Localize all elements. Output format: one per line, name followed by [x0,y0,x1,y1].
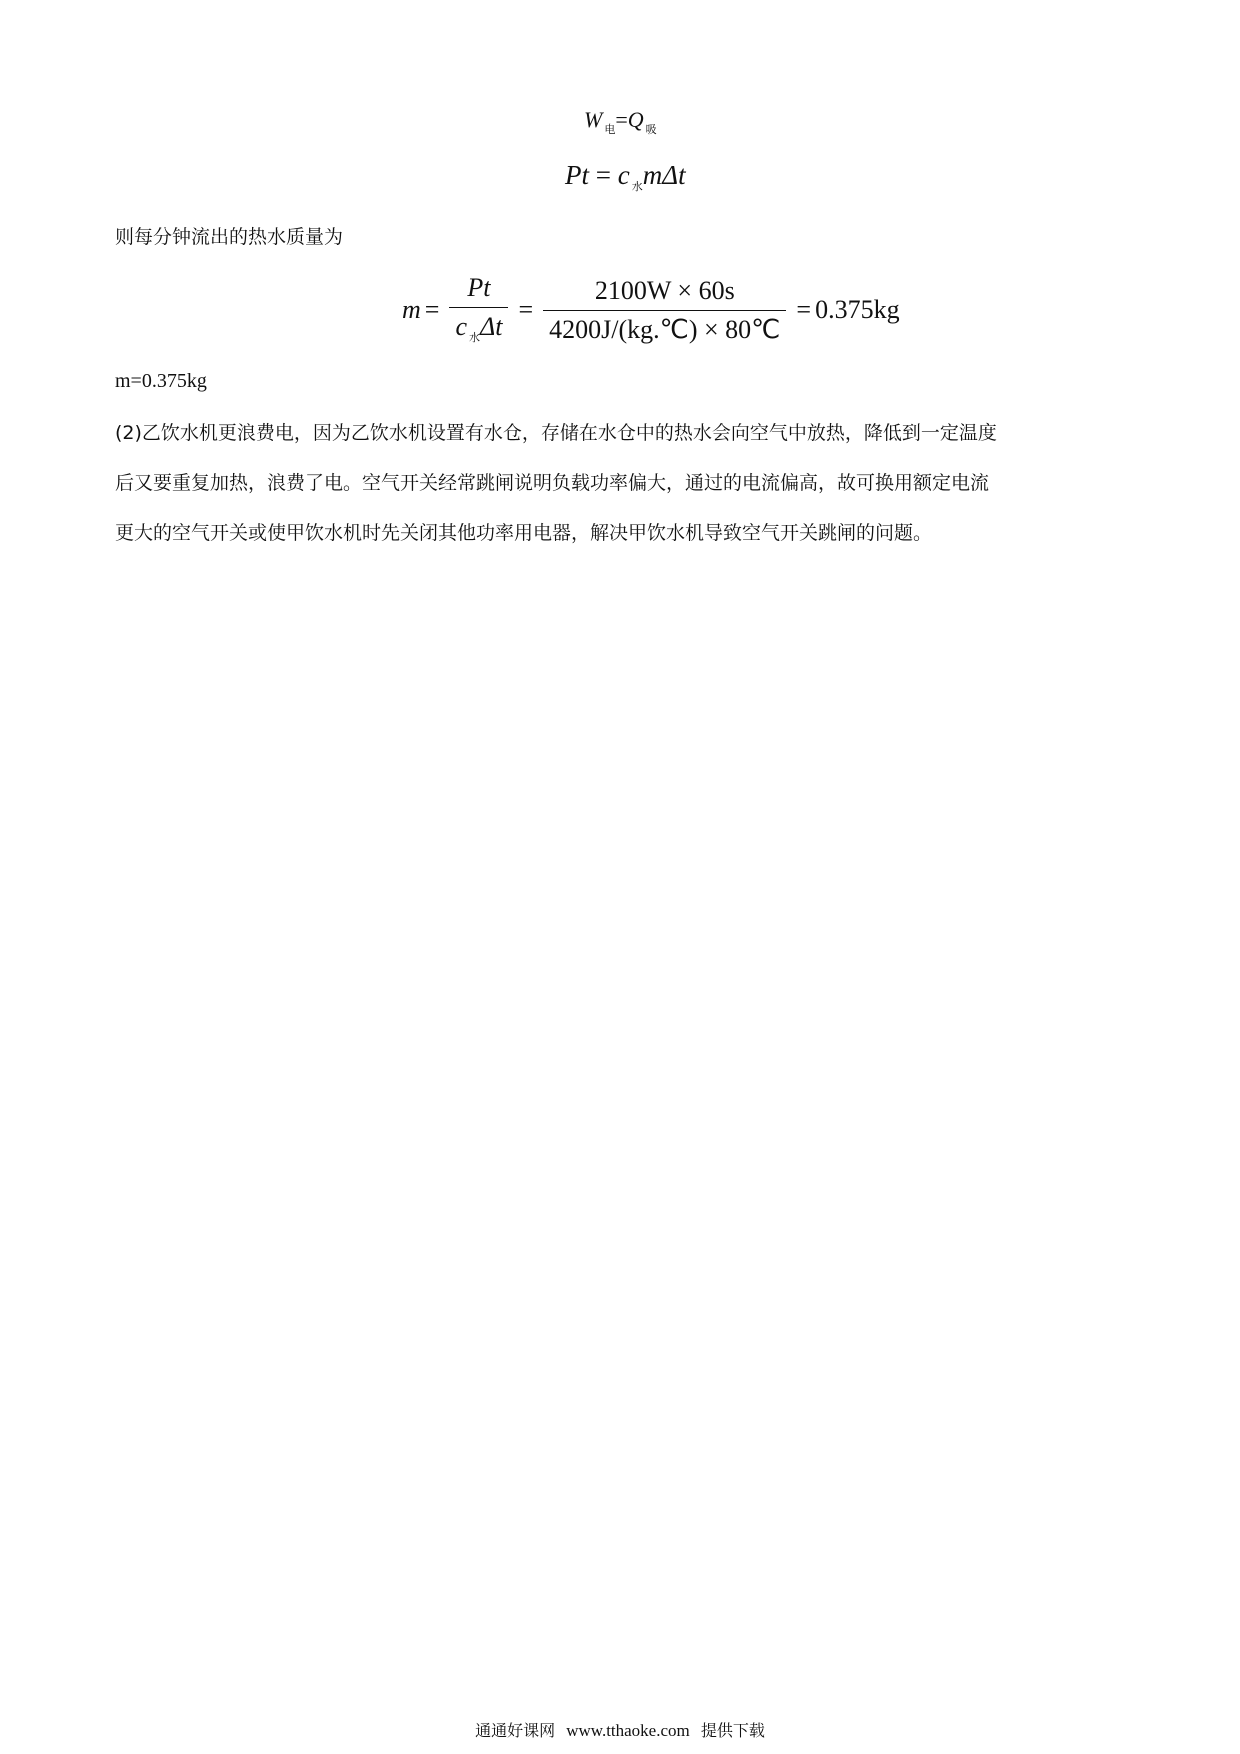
eq1-w: W [584,107,603,132]
equation-heat [565,160,686,191]
paragraph-line-3: 更大的空气开关或使甲饮水机时先关闭其他功率用电器，解决甲饮水机导致空气开关跳闸的问题。 [115,522,933,544]
equation-mass-calculation [402,270,900,350]
eq1-equals: = [615,107,628,132]
paragraph-line-2: 后又要重复加热，浪费了电。空气开关经常跳闸说明负载功率偏大，通过的电流偏高，故可换用额定电流 [115,472,990,494]
eq3-frac2-denominator: 4200J/(kg.℃) × 80℃ [543,310,786,345]
equation-energy-balance [584,107,657,136]
footer-site-name: 通通好课网 [475,1721,556,1740]
eq3-fraction-numeric [543,276,786,345]
eq3-frac1-denominator [449,307,508,347]
eq3-m: m [402,295,421,324]
eq1-q-subscript: 吸 [645,123,657,136]
paragraph-line-1: (2)乙饮水机更浪费电，因为乙饮水机设置有水仓，存储在水仓中的热水会向空气中放热，降低到一定温度 [115,422,997,444]
eq3-frac2-numerator: 2100W × 60s [594,275,735,305]
eq3-frac1-den-rest: Δt [480,312,503,341]
eq2-rest: mΔt [642,160,686,190]
eq3-result: 0.375kg [815,295,900,324]
footer-suffix: 提供下载 [700,1721,765,1740]
eq2-c: c [617,160,630,190]
footer-url[interactable]: www.tthaoke.com [566,1721,690,1740]
intro-text: 则每分钟流出的热水质量为 [115,226,344,248]
eq2-equals: = [589,160,618,190]
eq3-frac1-den-c: c [455,312,467,341]
eq3-equals-1: = [424,295,440,324]
eq1-q: Q [627,107,644,132]
eq1-w-subscript: 电 [604,123,616,136]
eq3-fraction-symbolic [449,273,508,347]
eq2-lhs: Pt [565,160,589,190]
eq3-frac1-numerator: Pt [467,273,491,302]
eq3-equals-3: = [796,295,812,324]
result-line: m=0.375kg [115,370,207,392]
eq3-equals-2: = [518,295,534,324]
eq2-c-subscript: 水 [631,180,643,193]
eq3-frac1-den-subscript: 水 [469,331,480,344]
page-footer [0,1718,1240,1741]
